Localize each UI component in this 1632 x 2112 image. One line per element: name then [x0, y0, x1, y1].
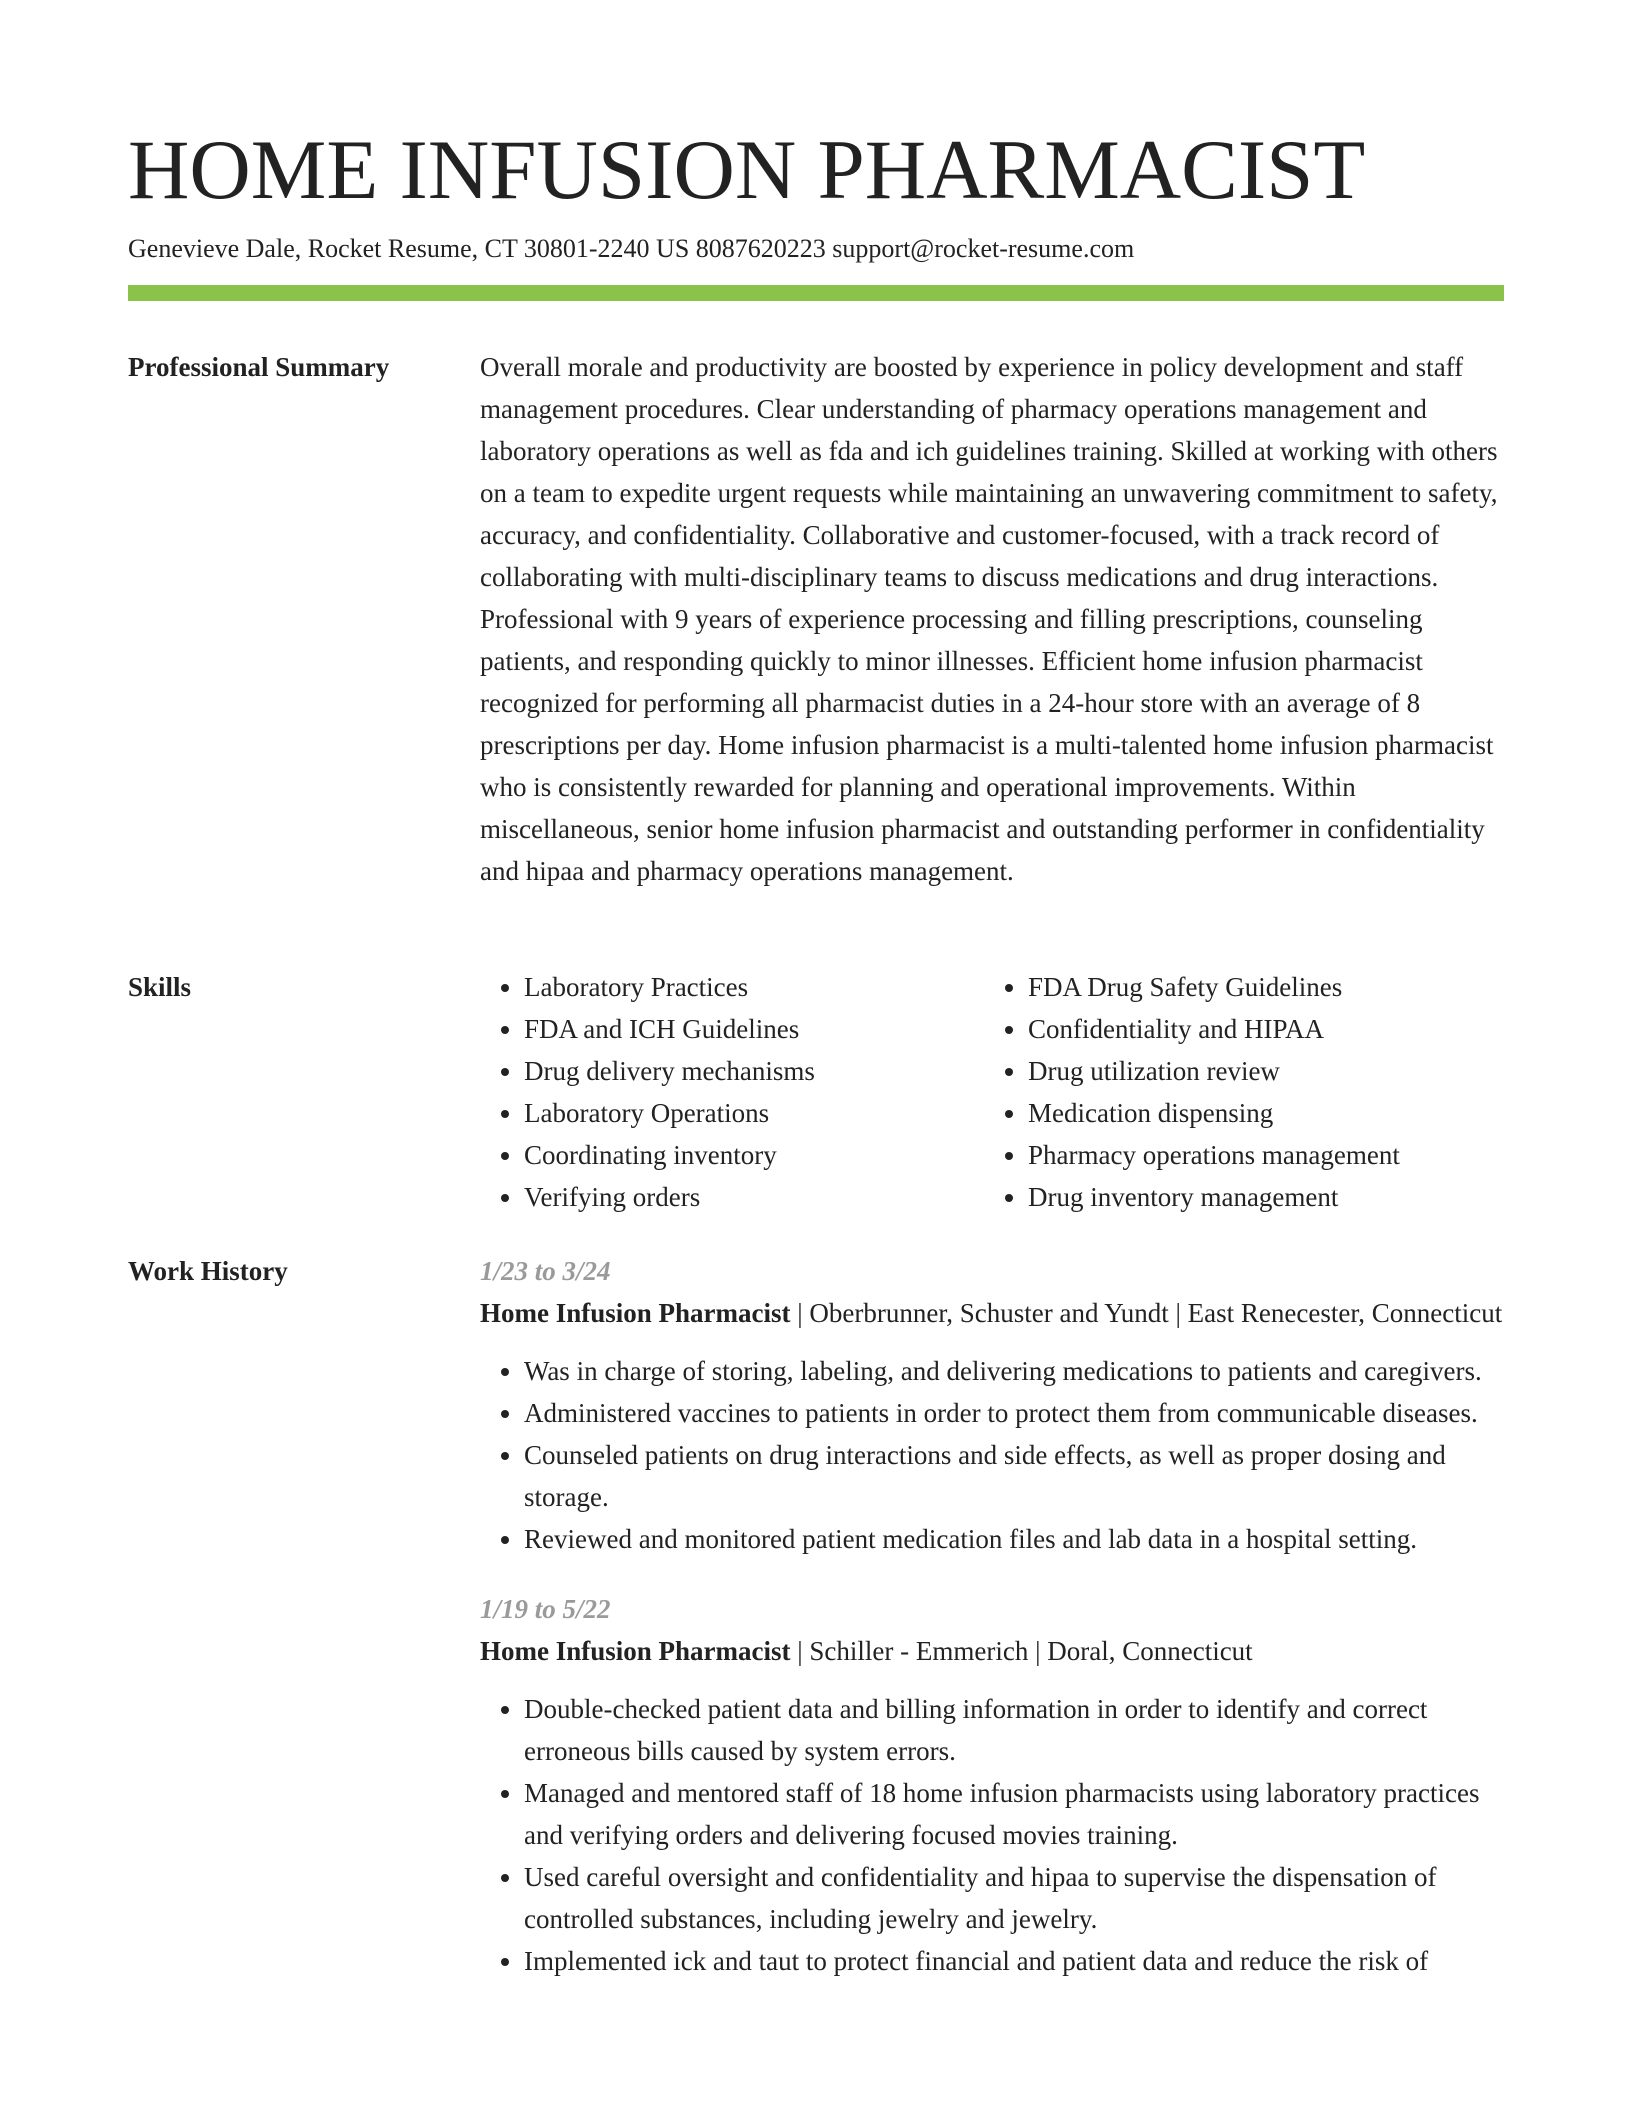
- job-bullet: • Used careful oversight and confidentiality and hipaa to supervise the dispensation of controlled substances, including jewelry and jewelry.: [524, 1856, 1504, 1940]
- summary-text: Overall morale and productivity are boosted by experience in policy development and staff management procedures. Clear understanding of pharmacy operations management and laboratory operations as well as fda and ich guidelines training. Skilled at working with others on a team to expedite urgent requests while maintaining an unwavering commitment to safety, accuracy, and confidentiality. Collaborative and customer-focused, with a track record of collaborating with multi-disciplinary teams to discuss medications and drug interactions. Professional with 9 years of experience processing and filling prescriptions, counseling patients, and responding quickly to minor illnesses. Efficient home infusion pharmacist recognized for performing all pharmacist duties in a 24-hour store with an average of 8 prescriptions per day. Home infusion pharmacist is a multi-talented home infusion pharmacist who is consistently rewarded for planning and operational improvements. Within miscellaneous, senior home infusion pharmacist and outstanding performer in confidentiality and hipaa and pharmacy operations management.: [480, 352, 1498, 886]
- resume-title: HOME INFUSION PHARMACIST: [128, 123, 1366, 217]
- skill-item: • Laboratory Operations: [524, 1092, 984, 1134]
- skill-item: • Confidentiality and HIPAA: [1028, 1008, 1488, 1050]
- job-bullets: [480, 1688, 1504, 1982]
- skills-list-right: [984, 966, 1488, 1218]
- job-heading: [480, 1292, 1504, 1334]
- skill-item: • Medication dispensing: [1028, 1092, 1488, 1134]
- job-entry: [480, 1588, 1504, 1982]
- job-bullet: • Was in charge of storing, labeling, and delivering medications to patients and caregivers.: [524, 1350, 1504, 1392]
- skill-item: • Drug utilization review: [1028, 1050, 1488, 1092]
- job-bullet: • Implemented ick and taut to protect financial and patient data and reduce the risk of: [524, 1940, 1504, 1982]
- job-employer-location: | Oberbrunner, Schuster and Yundt | East Renecester, Connecticut: [790, 1298, 1503, 1328]
- job-bullets: [480, 1350, 1504, 1560]
- job-title: Home Infusion Pharmacist: [480, 1636, 791, 1666]
- skill-item: • Pharmacy operations management: [1028, 1134, 1488, 1176]
- skill-item: • Laboratory Practices: [524, 966, 984, 1008]
- skill-item: • Drug inventory management: [1028, 1176, 1488, 1218]
- skills-body: [480, 966, 1504, 1218]
- job-heading: [480, 1630, 1504, 1672]
- skill-item: • FDA and ICH Guidelines: [524, 1008, 984, 1050]
- job-title: Home Infusion Pharmacist: [480, 1298, 791, 1328]
- job-dates: 1/23 to 3/24: [480, 1256, 611, 1286]
- skills-columns: [480, 966, 1504, 1218]
- job-bullet: • Counseled patients on drug interactions and side effects, as well as proper dosing and storage.: [524, 1434, 1504, 1518]
- job-bullet: • Managed and mentored staff of 18 home infusion pharmacists using laboratory practices and verifying orders and delivering focused movies training.: [524, 1772, 1504, 1856]
- job-bullet: • Double-checked patient data and billing information in order to identify and correct erroneous bills caused by system errors.: [524, 1688, 1504, 1772]
- skills-heading: Skills: [128, 972, 192, 1002]
- job-bullet: • Administered vaccines to patients in order to protect them from communicable diseases.: [524, 1392, 1504, 1434]
- job-entry: [480, 1250, 1504, 1560]
- skill-item: • Coordinating inventory: [524, 1134, 984, 1176]
- skill-item: • Verifying orders: [524, 1176, 984, 1218]
- summary-body: [480, 346, 1504, 892]
- summary-heading: Professional Summary: [128, 352, 390, 382]
- skill-item: • Drug delivery mechanisms: [524, 1050, 984, 1092]
- accent-divider: [128, 285, 1504, 301]
- job-employer-location: | Schiller - Emmerich | Doral, Connecticut: [790, 1636, 1253, 1666]
- contact-info: Genevieve Dale, Rocket Resume, CT 30801-2240 US 8087620223 support@rocket-resume.com: [128, 234, 1135, 263]
- work-history-heading: Work History: [128, 1256, 288, 1286]
- job-bullet: • Reviewed and monitored patient medication files and lab data in a hospital setting.: [524, 1518, 1504, 1560]
- skills-list-left: [480, 966, 984, 1218]
- job-dates: 1/19 to 5/22: [480, 1594, 611, 1624]
- skill-item: • FDA Drug Safety Guidelines: [1028, 966, 1488, 1008]
- work-history-body: [480, 1250, 1504, 2010]
